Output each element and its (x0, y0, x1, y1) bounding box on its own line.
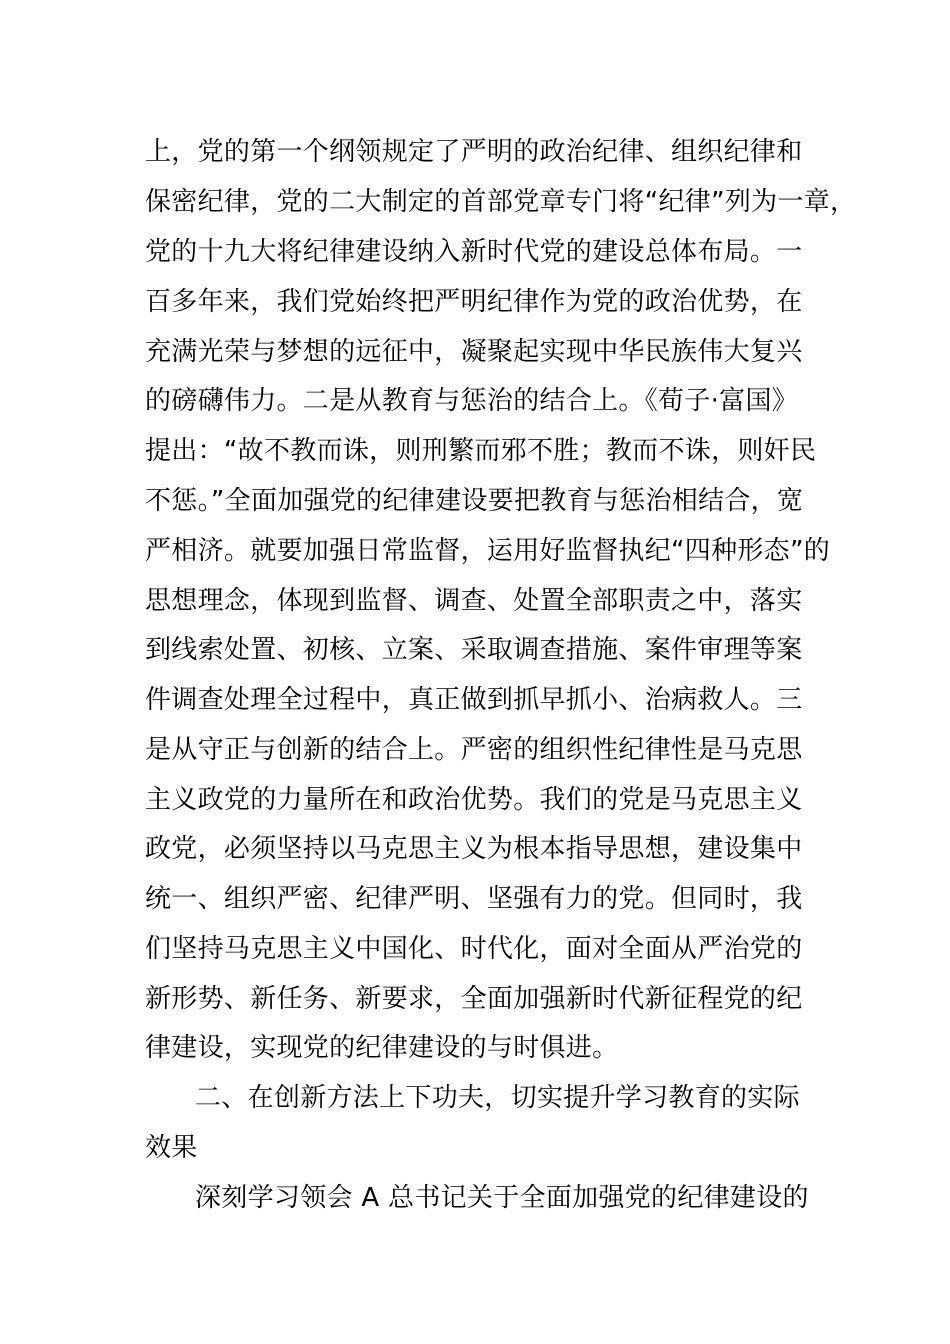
body-text-line: 上，党的第一个纲领规定了严明的政治纪律、组织纪律和 (145, 137, 803, 167)
body-text-line: 充满光荣与梦想的远征中，凝聚起实现中华民族伟大复兴 (145, 337, 803, 367)
body-text-line: 深刻学习领会 A 总书记关于全面加强党的纪律建设的 (195, 1183, 809, 1213)
body-text-line: 主义政党的力量所在和政治优势。我们的党是马克思主义 (145, 785, 803, 815)
body-text-line: 的磅礴伟力。二是从教育与惩治的结合上。《荀子·富国》 (145, 386, 799, 416)
body-text-line: 统一、组织严密、纪律严明、坚强有力的党。但同时，我 (145, 884, 803, 914)
body-text-line: 们坚持马克思主义中国化、时代化，面对全面从严治党的 (145, 934, 803, 964)
section-heading: 二、在创新方法上下功夫，切实提升学习教育的实际 (195, 1083, 800, 1113)
body-text-line: 新形势、新任务、新要求，全面加强新时代新征程党的纪 (145, 984, 803, 1014)
body-text-line: 严相济。就要加强日常监督，运用好监督执纪“四种形态”的 (145, 536, 831, 566)
body-text-line: 提出：“故不教而诛，则刑繁而邪不胜；教而不诛，则奸民 (145, 436, 817, 466)
body-text-line: 保密纪律，党的二大制定的首部党章专门将“纪律”列为一章， (145, 187, 857, 217)
body-text-line: 件调查处理全过程中，真正做到抓早抓小、治病救人。三 (145, 685, 803, 715)
body-text-line: 律建设，实现党的纪律建设的与时俱进。 (145, 1033, 619, 1063)
body-text-line: 政党，必须坚持以马克思主义为根本指导思想，建设集中 (145, 834, 803, 864)
body-text-line: 思想理念，体现到监督、调查、处置全部职责之中，落实 (145, 586, 803, 616)
body-text-line: 不惩。”全面加强党的纪律建设要把教育与惩治相结合，宽 (145, 486, 804, 516)
body-text-line: 百多年来，我们党始终把严明纪律作为党的政治优势，在 (145, 287, 803, 317)
body-text-line: 是从守正与创新的结合上。严密的组织性纪律性是马克思 (145, 735, 803, 765)
body-text-line: 党的十九大将纪律建设纳入新时代党的建设总体布局。一 (145, 237, 803, 267)
section-heading-continuation: 效果 (145, 1133, 198, 1163)
body-text-line: 到线索处置、初核、立案、采取调查措施、案件审理等案 (145, 635, 803, 665)
